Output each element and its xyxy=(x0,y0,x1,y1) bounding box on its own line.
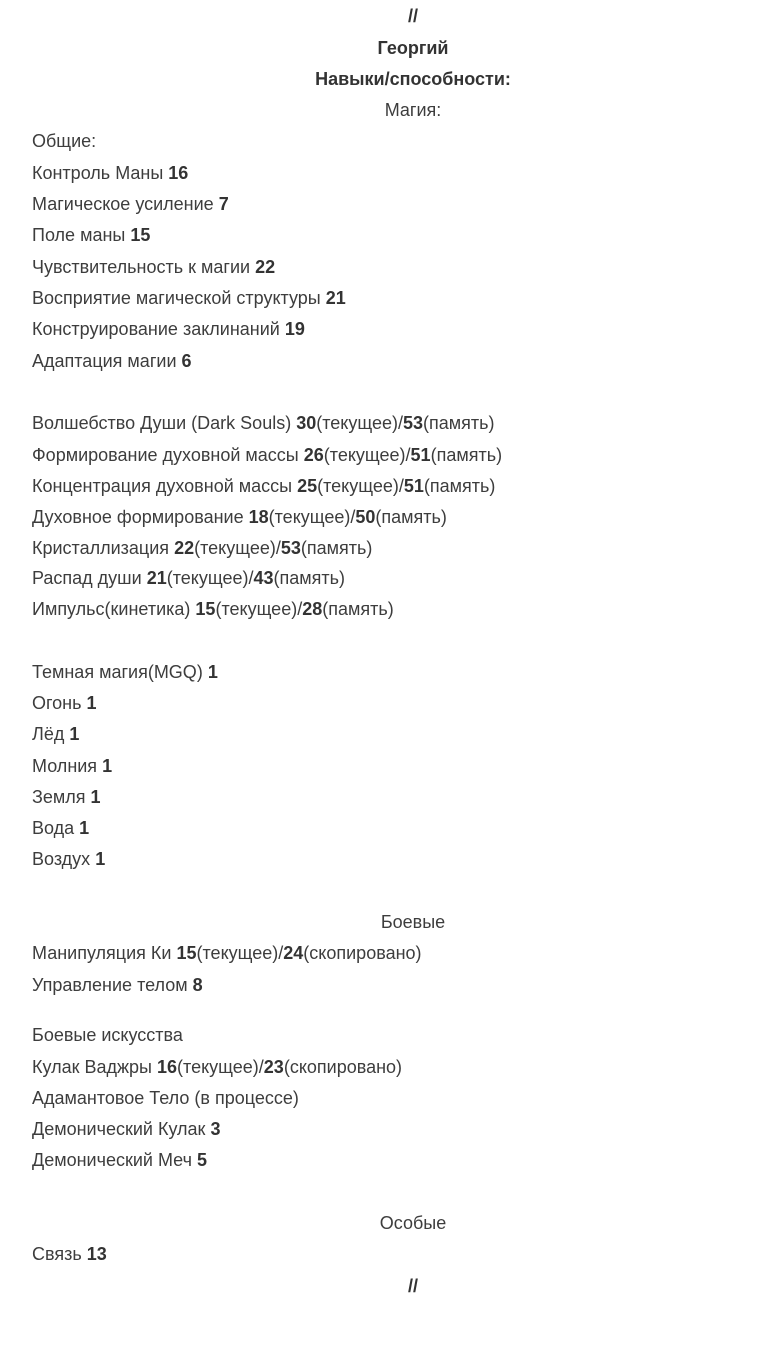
special-heading: Особые xyxy=(379,1213,447,1233)
current-value: 30 xyxy=(296,413,317,433)
magic-heading: Магия: xyxy=(384,100,442,120)
element-skill-line xyxy=(32,754,112,778)
general-label: Общие: xyxy=(32,131,97,151)
skill-name: Манипуляция Ки xyxy=(32,943,172,963)
skill-value: 3 xyxy=(210,1119,221,1139)
skill-name: Связь xyxy=(32,1244,82,1264)
current-label: (текущее)/ xyxy=(177,1057,264,1077)
current-label: (текущее)/ xyxy=(316,413,403,433)
skill-value: 21 xyxy=(325,288,346,308)
skill-line xyxy=(32,255,275,279)
current-value: 22 xyxy=(174,538,195,558)
skill-line xyxy=(32,223,150,247)
skill-name: Темная магия(MGQ) xyxy=(32,662,203,682)
current-value: 15 xyxy=(176,943,197,963)
element-skill-line xyxy=(32,691,97,715)
current-label: (текущее)/ xyxy=(268,507,356,527)
soul-skill-line xyxy=(32,566,345,590)
skill-name: Конструирование заклинаний xyxy=(32,319,280,339)
current-value: 25 xyxy=(297,476,318,496)
memory-value: 43 xyxy=(253,568,274,588)
combat-skill-line xyxy=(32,941,422,965)
combat-skill-line xyxy=(32,1117,220,1141)
skill-value: 22 xyxy=(255,257,276,277)
skill-name: Кулак Ваджры xyxy=(32,1057,152,1077)
combat-skill-line xyxy=(32,1055,402,1079)
skill-name: Адаптация магии xyxy=(32,351,177,371)
skill-value: 13 xyxy=(86,1244,107,1264)
skill-name: Огонь xyxy=(32,693,82,713)
skill-line xyxy=(32,317,305,341)
skill-name: Поле маны xyxy=(32,225,126,245)
memory-value: 51 xyxy=(410,445,431,465)
soul-skill-line xyxy=(32,505,447,529)
skill-value: 1 xyxy=(95,849,106,869)
skill-name: Контроль Маны xyxy=(32,163,164,183)
current-value: 26 xyxy=(303,445,324,465)
skill-value: 15 xyxy=(130,225,151,245)
separator-bottom: // xyxy=(407,1276,418,1296)
memory-value: 28 xyxy=(302,599,323,619)
current-label: (текущее)/ xyxy=(194,538,281,558)
combat-heading: Боевые xyxy=(380,912,446,932)
skill-line xyxy=(32,286,346,310)
current-value: 18 xyxy=(248,507,269,527)
memory-value: 53 xyxy=(280,538,301,558)
element-skill-line xyxy=(32,847,105,871)
soul-skill-line xyxy=(32,443,502,467)
skill-name: Духовное формирование xyxy=(32,507,244,527)
skill-value: 7 xyxy=(218,194,229,214)
element-skill-line xyxy=(32,660,218,684)
copied-value: 23 xyxy=(263,1057,284,1077)
skill-line xyxy=(32,161,188,185)
combat-skill-line: Адамантовое Тело (в процессе) xyxy=(32,1088,299,1108)
skill-value: 19 xyxy=(284,319,305,339)
skill-line xyxy=(32,349,192,373)
skill-name: Восприятие магической структуры xyxy=(32,288,321,308)
skill-value: 1 xyxy=(207,662,218,682)
skill-value: 16 xyxy=(168,163,189,183)
skill-name: Воздух xyxy=(32,849,91,869)
copied-label: (скопировано) xyxy=(303,943,422,963)
memory-value: 53 xyxy=(403,413,424,433)
memory-value: 51 xyxy=(403,476,424,496)
skills-title: Навыки/способности: xyxy=(315,69,511,89)
memory-label: (память) xyxy=(322,599,394,619)
skill-name: Импульс(кинетика) xyxy=(32,599,191,619)
current-label: (текущее)/ xyxy=(323,445,411,465)
skill-name: Концентрация духовной массы xyxy=(32,476,293,496)
skill-name: Молния xyxy=(32,756,98,776)
combat-skill-line xyxy=(32,1148,207,1172)
soul-skill-line xyxy=(32,597,394,621)
current-label: (текущее)/ xyxy=(317,476,404,496)
skill-name: Вода xyxy=(32,818,75,838)
memory-value: 50 xyxy=(355,507,376,527)
skill-name: Формирование духовной массы xyxy=(32,445,299,465)
current-value: 15 xyxy=(195,599,216,619)
soul-skill-line xyxy=(32,411,495,435)
current-value: 21 xyxy=(146,568,167,588)
skill-value: 1 xyxy=(69,724,80,744)
skill-value: 1 xyxy=(79,818,90,838)
skill-name: Демонический Кулак xyxy=(32,1119,206,1139)
skill-value: 6 xyxy=(181,351,192,371)
character-name: Георгий xyxy=(377,38,449,58)
memory-label: (память) xyxy=(430,445,503,465)
special-skill-line xyxy=(32,1242,107,1266)
skill-name: Кристаллизация xyxy=(32,538,170,558)
current-label: (текущее)/ xyxy=(166,568,254,588)
skill-value: 1 xyxy=(86,693,97,713)
copied-label: (скопировано) xyxy=(283,1057,403,1077)
skill-name: Управление телом xyxy=(32,975,188,995)
skill-name: Лёд xyxy=(32,724,65,744)
skill-value: 1 xyxy=(102,756,113,776)
soul-skill-line xyxy=(32,474,495,498)
skill-name: Чувствительность к магии xyxy=(32,257,251,277)
skill-value: 8 xyxy=(192,975,203,995)
soul-skill-line xyxy=(32,536,372,560)
skill-line xyxy=(32,192,229,216)
current-value: 16 xyxy=(157,1057,178,1077)
skill-name: Распад души xyxy=(32,568,142,588)
element-skill-line xyxy=(32,785,101,809)
element-skill-line xyxy=(32,722,79,746)
skill-value: 1 xyxy=(90,787,101,807)
separator-top: // xyxy=(407,6,418,26)
memory-label: (память) xyxy=(300,538,373,558)
memory-label: (память) xyxy=(273,568,346,588)
memory-label: (память) xyxy=(375,507,447,527)
martial-arts-label: Боевые искусства xyxy=(32,1025,183,1045)
combat-skill-line xyxy=(32,973,203,997)
skill-name: Земля xyxy=(32,787,86,807)
current-label: (текущее)/ xyxy=(215,599,303,619)
skill-name: Волшебство Души (Dark Souls) xyxy=(32,413,292,433)
skill-name: Демонический Меч xyxy=(32,1150,192,1170)
skill-value: 5 xyxy=(196,1150,207,1170)
element-skill-line xyxy=(32,816,89,840)
skill-name: Магическое усиление xyxy=(32,194,214,214)
current-label: (текущее)/ xyxy=(196,943,284,963)
memory-label: (память) xyxy=(423,476,496,496)
memory-label: (память) xyxy=(423,413,495,433)
copied-value: 24 xyxy=(283,943,304,963)
